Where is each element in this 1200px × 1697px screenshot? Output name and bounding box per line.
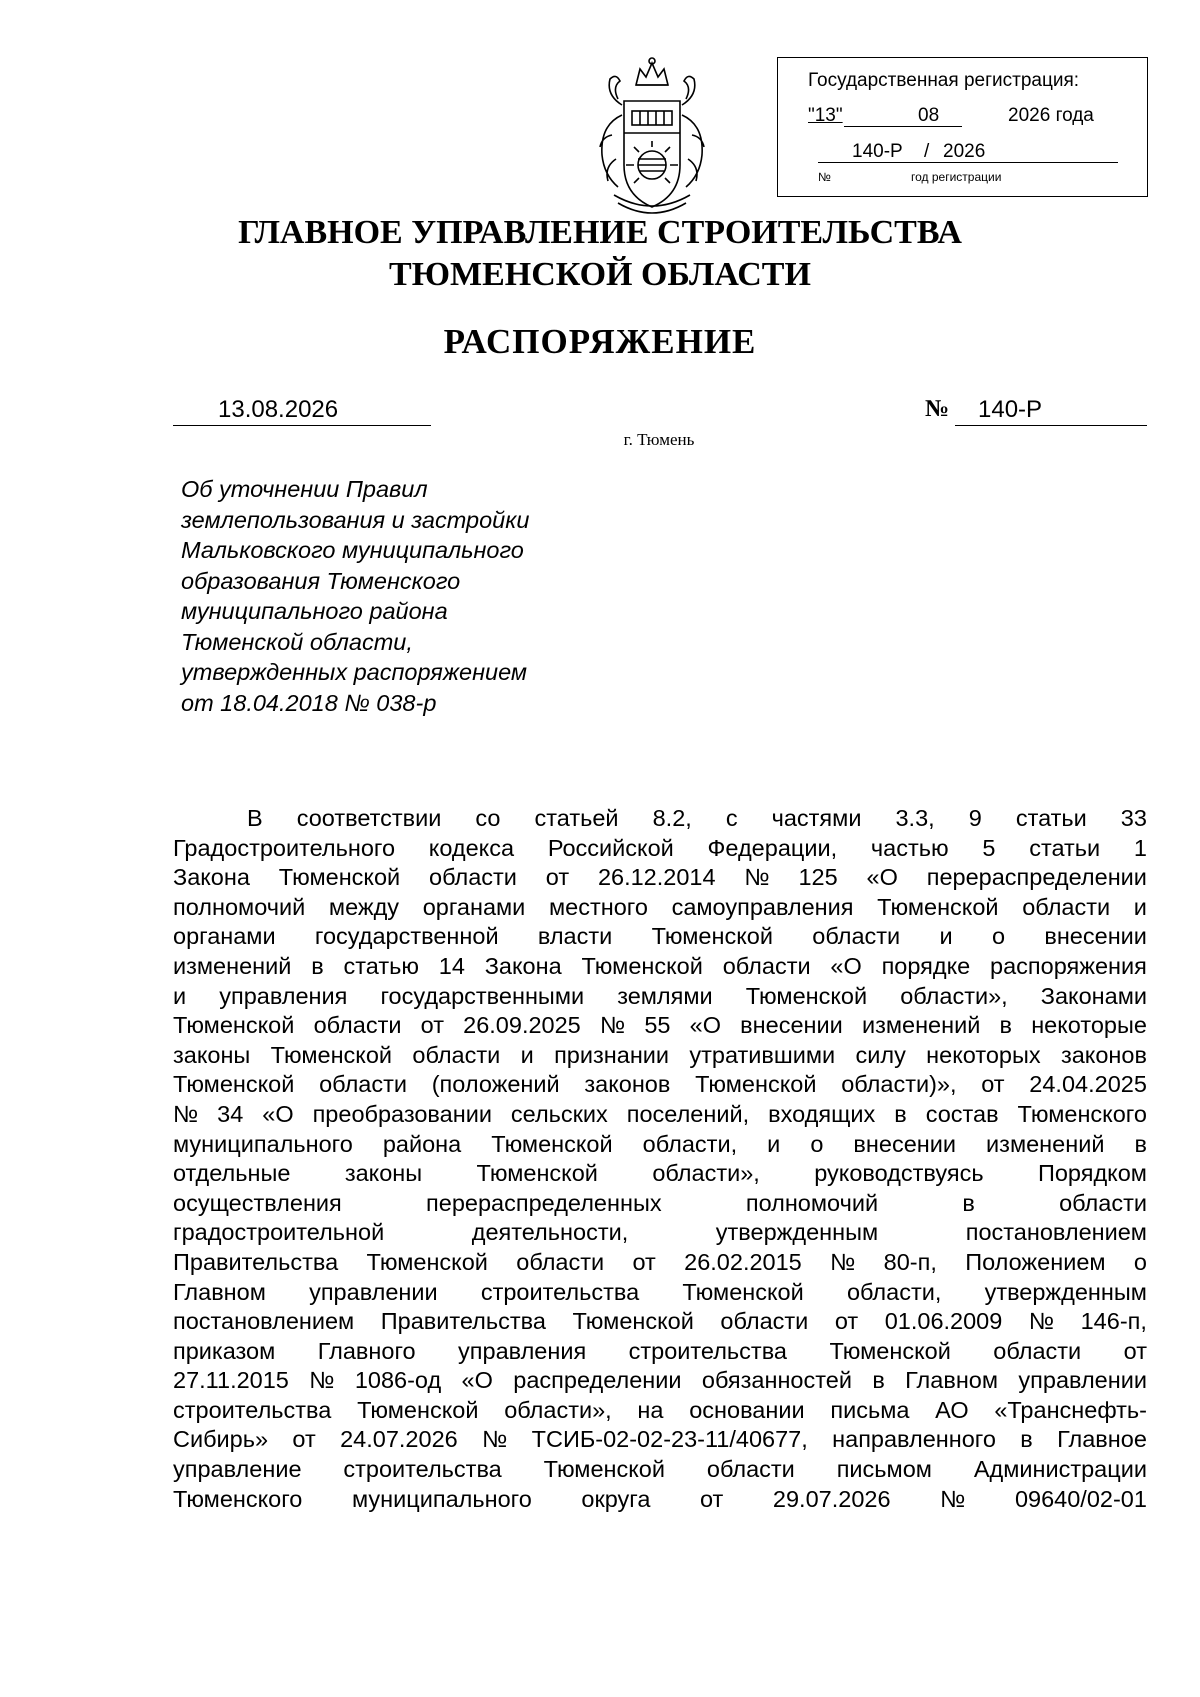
body-word: от xyxy=(700,1485,724,1512)
body-word: Тюменской xyxy=(173,1012,295,1039)
body-word: Тюменской xyxy=(543,1456,666,1483)
registration-year-caption: год регистрации xyxy=(911,170,1002,184)
body-word: письма xyxy=(830,1396,910,1423)
registration-title: Государственная регистрация: xyxy=(808,70,1080,91)
body-word: Тюменской xyxy=(476,1160,598,1187)
body-line xyxy=(173,1041,1147,1071)
body-word: в xyxy=(1020,1426,1033,1453)
body-word: кодекса xyxy=(428,834,515,861)
body-word: обязанностей xyxy=(701,1367,852,1394)
body-word: № xyxy=(940,1485,966,1512)
document-number: 140-Р xyxy=(978,396,1043,423)
body-word: области)», xyxy=(841,1071,957,1098)
body-word: власти xyxy=(537,923,613,950)
body-word: 55 xyxy=(644,1012,671,1039)
org-name-line2: ТЮМЕНСКОЙ ОБЛАСТИ xyxy=(389,256,811,293)
registration-year-suffix: года xyxy=(1055,105,1094,126)
body-word: полномочий xyxy=(745,1189,879,1216)
body-word: от xyxy=(632,1248,656,1275)
coat-of-arms-emblem xyxy=(592,55,712,220)
body-word: 34 xyxy=(217,1100,244,1127)
body-word: перераспределении xyxy=(926,864,1147,891)
registration-number: 140-Р xyxy=(852,141,903,162)
subject-line: муниципального района xyxy=(181,598,448,624)
registration-reg-year: 2026 xyxy=(943,141,986,162)
body-word: области xyxy=(993,1337,1082,1364)
body-word: утратившими xyxy=(689,1041,836,1068)
number-sign: № xyxy=(925,396,950,422)
body-word: Тюменской xyxy=(491,1130,613,1157)
body-word: на xyxy=(637,1396,664,1423)
body-word: перераспределенных xyxy=(426,1189,662,1216)
body-word: утвержденным xyxy=(984,1278,1147,1305)
body-word: государственной xyxy=(314,923,499,950)
body-word: Правительства xyxy=(173,1248,339,1275)
body-word: от xyxy=(292,1426,316,1453)
body-word: законы xyxy=(344,1160,423,1187)
body-word: письмом xyxy=(836,1456,932,1483)
body-word: ТСИБ-02-02-23-11/40677, xyxy=(531,1426,808,1453)
body-word: строительства xyxy=(628,1337,787,1364)
body-word: В xyxy=(247,805,263,831)
body-word: Закона xyxy=(173,864,250,891)
body-word: области xyxy=(319,1071,408,1098)
body-word: органами xyxy=(173,923,276,950)
body-word: области xyxy=(812,923,901,950)
registration-day-value: "13" xyxy=(808,105,843,126)
body-word: деятельности, xyxy=(471,1219,629,1246)
body-word: в xyxy=(1134,1130,1147,1157)
body-word: утвержденным xyxy=(715,1219,879,1246)
body-word: управлении xyxy=(309,1278,438,1305)
city: г. Тюмень xyxy=(623,430,695,449)
body-word: области», xyxy=(652,1160,760,1187)
body-word: изменений xyxy=(861,1012,981,1039)
body-word: Тюменской xyxy=(581,952,703,979)
body-word: 1086-од xyxy=(354,1367,442,1394)
registration-year xyxy=(1008,105,1094,127)
body-word: законов xyxy=(1060,1041,1147,1068)
body-line xyxy=(173,1455,1147,1485)
body-word: области», xyxy=(504,1396,612,1423)
body-word: отдельные xyxy=(173,1160,291,1187)
body-line xyxy=(173,1100,1147,1130)
body-line xyxy=(173,834,1147,864)
body-word: и xyxy=(1133,893,1147,920)
body-word: № xyxy=(482,1426,508,1453)
registration-day xyxy=(808,105,843,127)
body-word: области xyxy=(1022,893,1111,920)
body-word: Главном xyxy=(173,1278,266,1305)
body-word: № xyxy=(744,864,770,891)
registration-month-underline xyxy=(844,104,962,127)
body-word: землями xyxy=(617,982,713,1009)
body-word: Тюменской xyxy=(278,864,401,891)
body-line xyxy=(173,922,1147,952)
body-word: 9 xyxy=(968,805,982,831)
body-line xyxy=(173,893,1147,923)
body-word: 01.06.2009 xyxy=(884,1308,1003,1335)
body-word: постановлением xyxy=(173,1308,355,1335)
org-name-line1: ГЛАВНОЕ УПРАВЛЕНИЕ СТРОИТЕЛЬСТВА xyxy=(238,214,962,251)
body-line xyxy=(173,1485,1147,1515)
body-word: области xyxy=(516,1248,605,1275)
body-word: Главного xyxy=(317,1337,416,1364)
body-word: Главное xyxy=(1057,1426,1147,1453)
body-word: управления xyxy=(219,982,348,1009)
body-word: в xyxy=(311,952,324,979)
body-line xyxy=(173,1307,1147,1337)
subject-line: Тюменской области, xyxy=(181,628,413,655)
body-word: № xyxy=(1028,1308,1055,1335)
body-word: постановлением xyxy=(965,1219,1147,1246)
body-word: руководствуясь xyxy=(814,1160,984,1187)
subject-line: от 18.04.2018 № 038-р xyxy=(181,689,437,716)
body-word: Тюменской xyxy=(829,1337,951,1364)
body-word: «О xyxy=(262,1100,294,1127)
body-word: Администрации xyxy=(973,1456,1147,1483)
body-word: 125 xyxy=(798,864,838,891)
body-word: управления xyxy=(458,1337,587,1364)
body-word: и xyxy=(173,982,187,1009)
body-word: 29.07.2026 xyxy=(772,1485,891,1512)
subject-line: образования Тюменского xyxy=(181,567,461,594)
body-word: (положений xyxy=(431,1071,560,1098)
body-word: Тюменской xyxy=(877,893,999,920)
body-word: некоторые xyxy=(1031,1012,1147,1039)
body-word: Тюменской xyxy=(357,1396,479,1423)
body-word: округа xyxy=(581,1485,651,1512)
body-word: градостроительной xyxy=(173,1219,385,1246)
body-word: в xyxy=(872,1367,885,1394)
body-word: Порядком xyxy=(1037,1160,1147,1187)
body-word: от xyxy=(834,1308,859,1335)
body-word: управлении xyxy=(1018,1367,1147,1394)
body-line xyxy=(173,1070,1147,1100)
body-word: признании xyxy=(554,1041,670,1068)
registration-separator: / xyxy=(924,141,930,162)
body-word: 24.07.2026 xyxy=(340,1426,458,1453)
body-word: Российской xyxy=(547,834,674,861)
body-word: области, xyxy=(846,1278,942,1305)
body-word: в xyxy=(894,1100,907,1127)
body-line xyxy=(173,1159,1147,1189)
body-word: Тюменской xyxy=(682,1278,804,1305)
body-word: о xyxy=(1133,1248,1147,1275)
body-word: силу xyxy=(855,1041,906,1068)
body-word: статьи xyxy=(1015,805,1087,831)
body-word: «О xyxy=(461,1367,493,1394)
body-word: области xyxy=(1059,1189,1147,1216)
registration-month: 08 xyxy=(918,105,940,126)
body-word: строительства xyxy=(480,1278,640,1305)
registration-number-caption: № xyxy=(818,170,831,184)
subject-line: Мальковского муниципального xyxy=(181,537,524,563)
body-word: органами xyxy=(422,893,526,920)
body-line xyxy=(173,1337,1147,1367)
body-word: района xyxy=(382,1130,462,1157)
body-word: осуществления xyxy=(173,1189,342,1216)
body-word: «Транснефть- xyxy=(994,1396,1147,1423)
body-word: внесении xyxy=(1044,923,1147,950)
body-word: со xyxy=(475,805,501,831)
body-word: 5 xyxy=(982,834,996,861)
body-word: от xyxy=(420,1012,444,1039)
body-word: Федерации, xyxy=(707,834,838,861)
body-word: распоряжения xyxy=(990,952,1147,979)
body-word: законы xyxy=(173,1041,251,1068)
body-word: соответствии xyxy=(296,805,442,831)
body-word: строительства xyxy=(173,1396,332,1423)
body-word: 26.12.2014 xyxy=(597,864,716,891)
body-line xyxy=(173,1425,1147,1455)
body-line xyxy=(173,1248,1147,1278)
body-word: Тюменской xyxy=(366,1248,488,1275)
body-line xyxy=(173,1218,1147,1248)
body-word: 26.02.2015 xyxy=(684,1248,802,1275)
body-word: и xyxy=(939,923,953,950)
body-word: 33 xyxy=(1120,805,1147,831)
body-word: 09640/02-01 xyxy=(1014,1485,1147,1512)
body-word: сельских xyxy=(510,1100,608,1127)
body-line xyxy=(173,952,1147,982)
body-word: направленного xyxy=(832,1426,996,1453)
body-word: управление xyxy=(173,1456,302,1483)
body-line xyxy=(173,804,1147,834)
body-word: Закона xyxy=(484,952,562,979)
subject-line: Об уточнении Правил xyxy=(181,476,428,502)
body-word: № xyxy=(599,1012,626,1039)
body-word: статьи xyxy=(1029,834,1101,861)
body-word: порядке xyxy=(881,952,971,979)
body-word: Тюменской xyxy=(695,1071,817,1098)
body-word: Тюменской xyxy=(173,1071,295,1098)
body-word: «О xyxy=(866,864,898,891)
body-word: преобразовании xyxy=(312,1100,492,1127)
body-word: и xyxy=(767,1130,781,1157)
body-word: распределении xyxy=(513,1367,682,1394)
registration-box xyxy=(777,57,1148,197)
body-word: Тюменского xyxy=(173,1485,303,1512)
body-word: 27.11.2015 xyxy=(173,1367,289,1394)
body-word: некоторых xyxy=(926,1041,1041,1068)
body-word: № xyxy=(309,1367,335,1394)
body-word: 146-п, xyxy=(1080,1308,1147,1335)
body-word: Правительства xyxy=(380,1308,546,1335)
body-word: поселений, xyxy=(626,1100,750,1127)
body-word: государственными xyxy=(380,982,585,1009)
body-word: Тюменской xyxy=(745,982,868,1009)
body-word: № xyxy=(830,1248,856,1275)
body-word: области xyxy=(429,864,517,891)
body-word: «О xyxy=(830,952,862,979)
body-word: области xyxy=(313,1012,402,1039)
body-word: основании xyxy=(689,1396,805,1423)
body-word: от xyxy=(545,864,570,891)
body-word: о xyxy=(810,1130,824,1157)
body-line xyxy=(173,1189,1147,1219)
body-word: приказом xyxy=(173,1337,276,1364)
body-word: «О xyxy=(689,1012,721,1039)
body-word: области xyxy=(706,1456,795,1483)
body-word: 80-п, xyxy=(883,1248,937,1275)
body-line xyxy=(173,1130,1147,1160)
body-word: Главном xyxy=(905,1367,999,1394)
body-word: 24.04.2025 xyxy=(1029,1071,1147,1098)
body-word: от xyxy=(981,1071,1005,1098)
body-word: области xyxy=(722,952,811,979)
body-word: муниципального xyxy=(173,1130,353,1157)
body-line xyxy=(173,1278,1147,1308)
body-word: изменений xyxy=(986,1130,1105,1157)
body-word: области xyxy=(412,1041,501,1068)
body-word: законов xyxy=(584,1071,671,1098)
body-word: строительства xyxy=(343,1456,502,1483)
body-line xyxy=(173,982,1147,1012)
document-subject xyxy=(181,474,601,718)
body-line xyxy=(173,1366,1147,1396)
body-word: внесении xyxy=(740,1012,843,1039)
body-word: муниципального xyxy=(351,1485,532,1512)
body-line xyxy=(173,1011,1147,1041)
body-word: с xyxy=(725,805,738,831)
body-text xyxy=(173,804,1147,1514)
body-word: входящих xyxy=(768,1100,876,1127)
body-word: Тюменской xyxy=(270,1041,393,1068)
body-line xyxy=(173,1396,1147,1426)
body-word: статью xyxy=(343,952,419,979)
body-word: 1 xyxy=(1133,834,1147,861)
body-word: Законами xyxy=(1040,982,1147,1009)
body-word: состав xyxy=(925,1100,999,1127)
body-word: Тюменской xyxy=(651,923,773,950)
body-word: частью xyxy=(870,834,949,861)
body-word: № xyxy=(173,1100,199,1127)
body-word: самоуправления xyxy=(671,893,854,920)
body-word: от xyxy=(1123,1337,1147,1364)
body-word: внесении xyxy=(853,1130,957,1157)
body-word: АО xyxy=(935,1396,969,1423)
body-word: 26.09.2025 xyxy=(463,1012,581,1039)
body-word: о xyxy=(991,923,1006,950)
body-word: области xyxy=(720,1308,809,1335)
document-date: 13.08.2026 xyxy=(218,396,339,423)
body-word: Сибирь» xyxy=(173,1426,269,1453)
body-word: местного xyxy=(548,893,648,920)
body-word: 3.3, xyxy=(895,805,935,831)
body-word: области, xyxy=(642,1130,738,1157)
body-word: в xyxy=(962,1189,975,1216)
body-word: частями xyxy=(771,805,862,831)
body-word: Положением xyxy=(965,1248,1106,1275)
body-word: статьей xyxy=(534,805,619,831)
body-word: 8.2, xyxy=(652,805,692,831)
body-word: 14 xyxy=(438,952,465,979)
subject-line: утвержденных распоряжением xyxy=(181,659,528,685)
document-type: РАСПОРЯЖЕНИЕ xyxy=(443,322,757,361)
body-word: между xyxy=(328,893,400,920)
body-word: Градостроительного xyxy=(173,834,396,861)
body-word: изменений xyxy=(173,952,292,979)
body-word: и xyxy=(520,1041,534,1068)
body-word: области», xyxy=(900,982,1008,1009)
body-word: в xyxy=(999,1012,1013,1039)
subject-line: землепользования и застройки xyxy=(181,506,530,533)
body-word: Тюменской xyxy=(572,1308,694,1335)
registration-year-value: 2026 xyxy=(1008,105,1051,126)
body-word: Тюменского xyxy=(1017,1100,1147,1127)
body-word: полномочий xyxy=(173,893,306,920)
body-line xyxy=(173,863,1147,893)
